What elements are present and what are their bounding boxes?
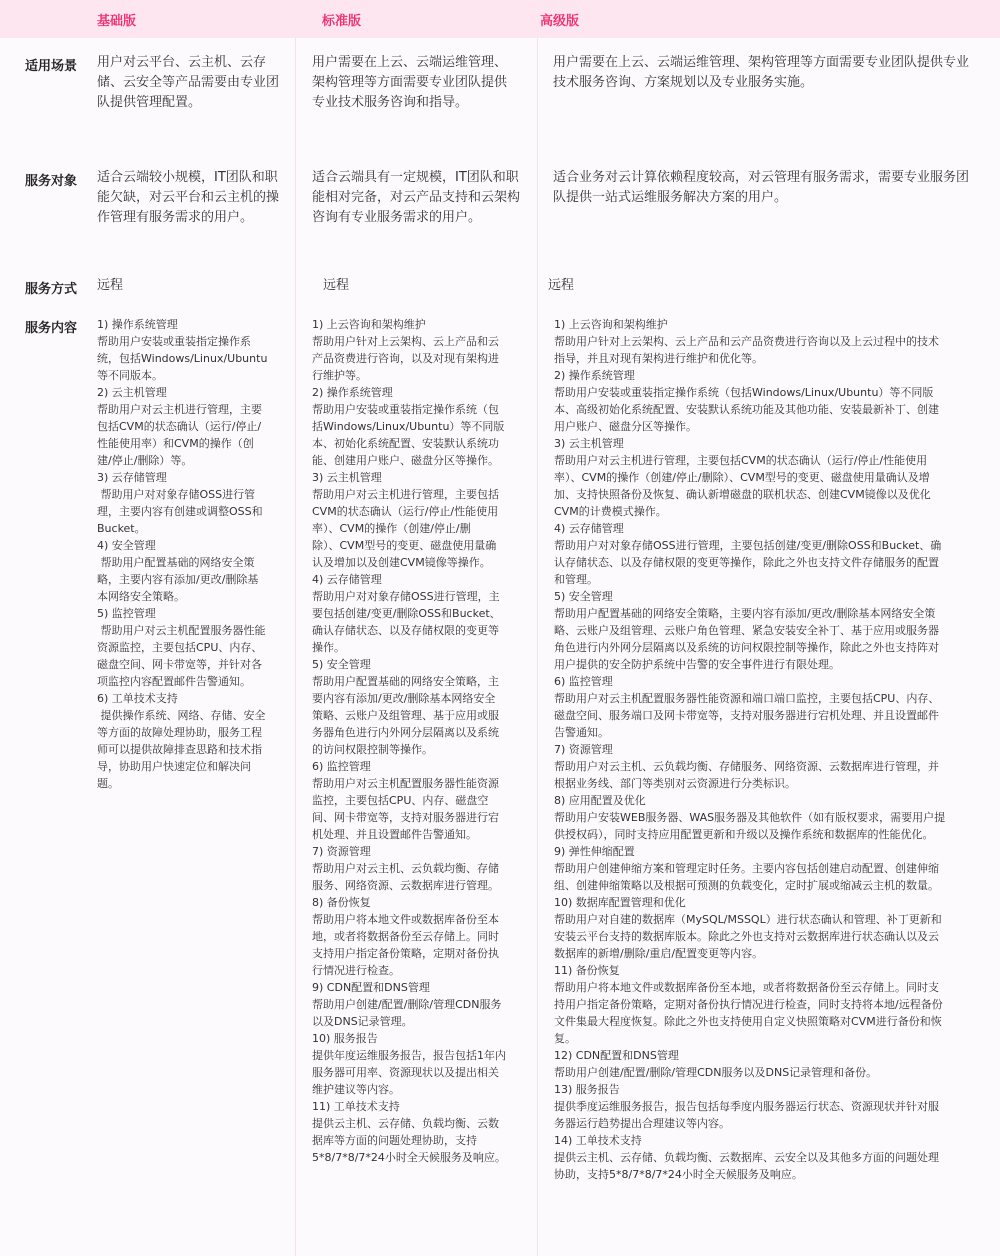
content-line: 师可以提供故障排查思路和技术指	[97, 743, 262, 756]
content-line: CVM的计费模式操作。	[554, 505, 667, 518]
cell-content-basic	[97, 316, 292, 792]
cell-method-advanced: 远程	[548, 278, 575, 293]
content-line: 1) 上云咨询和架构维护	[312, 318, 426, 331]
column-divider	[537, 38, 538, 1256]
row-label-content: 服务内容	[25, 321, 78, 336]
content-line: 10) 数据库配置管理和优化	[554, 896, 686, 909]
cell-scenario-standard: 用户需要在上云、云端运维管理、架构管理等方面需要专业团队提供专业技术服务咨询和指导。	[312, 55, 508, 110]
content-line: 帮助用户将本地文件或数据库备份至本	[312, 913, 499, 926]
content-line: 务器角色进行内外网分层隔离以及系统	[312, 726, 499, 739]
content-line: 除）、CVM型号的变更、磁盘使用量确	[312, 539, 497, 552]
cell-scenario-basic: 用户对云平台、云主机、云存储、云安全等产品需要由专业团队提供管理配置。	[97, 55, 280, 110]
content-line: 11) 工单技术支持	[312, 1100, 400, 1113]
content-line: 持用户指定备份策略，定期对备份执行情况进行检查，同时支持将本地/远程备份	[554, 998, 943, 1011]
content-line: 帮助用户对云主机、云负载均衡、存储服务、网络资源、云数据库进行管理，并	[554, 760, 939, 773]
content-line: 等不同版本。	[97, 369, 163, 382]
header-standard: 标准版	[322, 14, 362, 29]
content-line: 磁盘空间、网卡带宽等，并针对各	[97, 658, 262, 671]
content-line: 帮助用户对云主机进行管理，主要	[97, 403, 262, 416]
content-line: 认及增加以及创建CVM镜像等操作。	[312, 556, 491, 569]
content-line: 的访问权限控制等操作。	[312, 743, 433, 756]
cell-method-standard: 远程	[323, 278, 350, 293]
content-line: 帮助用户对云主机进行管理，主要包括CVM的状态确认（运行/停止/性能使用	[554, 454, 928, 467]
content-line: 行情况进行检查。	[312, 964, 400, 977]
content-line: 5) 监控管理	[97, 607, 156, 620]
content-line: 组、创建伸缩策略以及根据可预测的负载变化，定时扩展或缩减云主机的数量。	[554, 879, 939, 892]
content-line: 帮助用户安装或重装指定操作系统（包括Windows/Linux/Ubuntu）等不同版	[554, 386, 934, 399]
content-line: 角色进行内外网分层隔离以及系统的访问权限控制等操作，除此之外也支持阵对	[554, 641, 939, 654]
content-line: 地，或者将数据备份至云存储上。同时	[312, 930, 499, 943]
content-line: 率）、CVM的操作（创建/停止/删除）、CVM型号的变更、磁盘使用量确认及增	[554, 471, 930, 484]
cell-target-standard: 适合云端具有一定规模，IT团队和职能相对完备，对云产品支持和云架构咨询有专业服务需求的用户。	[312, 170, 521, 225]
content-line: 等方面的故障处理协助，服务工程	[97, 726, 262, 739]
content-line: 项监控内容配置邮件告警通知。	[97, 675, 251, 688]
content-line: 认存储状态、以及存储权限的变更等操作，除此之外也支持文件存储服务的配置	[554, 556, 939, 569]
content-line: 据库等方面的问题处理协助，支持	[312, 1134, 477, 1147]
content-line: 提供云主机、云存储、负载均衡、云数据库、云安全以及其他多方面的问题处理	[554, 1151, 939, 1164]
content-line: 磁盘空间、服务端口及网卡带宽等，支持对服务器进行宕机处理、并且设置邮件	[554, 709, 939, 722]
content-line: 要包括创建/变更/删除OSS和Bucket、	[312, 607, 501, 620]
content-line: 加、支持快照备份及恢复、确认新增磁盘的联机状态、创建CVM镜像以及优化	[554, 488, 931, 501]
content-line: 2) 云主机管理	[97, 386, 167, 399]
content-line: 协助，支持5*8/7*8/7*24小时全天候服务及响应。	[554, 1168, 803, 1181]
cell-content-standard	[312, 316, 534, 1166]
content-line: 率）、CVM的操作（创建/停止/删	[312, 522, 471, 535]
content-line: 2) 操作系统管理	[554, 369, 635, 382]
content-line: 5) 安全管理	[312, 658, 371, 671]
content-line: 供授权码），同时支持应用配置更新和升级以及操作系统和数据库的性能优化。	[554, 828, 934, 841]
content-line: 间、网卡带宽等，支持对服务器进行宕	[312, 811, 499, 824]
content-line: 帮助用户对对象存储OSS进行管	[97, 488, 256, 501]
content-line: 帮助用户对对象存储OSS进行管理，主	[312, 590, 500, 603]
content-line: 本、初始化系统配置、安装默认系统功	[312, 437, 499, 450]
content-line: 3) 云主机管理	[554, 437, 624, 450]
content-line: 指导，并且对现有架构进行维护和优化等。	[554, 352, 763, 365]
content-line: 理，主要内容有创建或调整OSS和	[97, 505, 263, 518]
content-line: 和管理。	[554, 573, 598, 586]
content-line: 提供操作系统、网络、存储、安全	[97, 709, 266, 722]
content-line: 11) 备份恢复	[554, 964, 620, 977]
content-line: 7) 资源管理	[554, 743, 613, 756]
content-line: CVM的状态确认（运行/停止/性能使用	[312, 505, 499, 518]
content-line: 支持用户指定备份策略，定期对备份执	[312, 947, 499, 960]
content-line: 5) 安全管理	[554, 590, 613, 603]
content-line: 确认存储状态、以及存储权限的变更等	[312, 624, 499, 637]
column-divider	[295, 38, 296, 1256]
cell-content-advanced	[554, 316, 994, 1183]
content-line: 产品资费进行咨询，以及对现有架构进	[312, 352, 499, 365]
content-line: 文件集最大程度恢复。除此之外也支持使用自定义快照策略对CVM进行备份和恢	[554, 1015, 942, 1028]
content-line: 帮助用户创建伸缩方案和管理定时任务。主要内容包括创建启动配置、创建伸缩	[554, 862, 939, 875]
content-line: 帮助用户针对上云架构、云上产品和云产品资费进行咨询以及上云过程中的技术	[554, 335, 939, 348]
content-line: 3) 云存储管理	[97, 471, 167, 484]
content-line: 10) 服务报告	[312, 1032, 378, 1045]
content-line: 本网络安全策略。	[97, 590, 185, 603]
content-line: 13) 服务报告	[554, 1083, 620, 1096]
content-line: 帮助用户对云主机配置服务器性能资源	[312, 777, 499, 790]
content-line: 帮助用户对对象存储OSS进行管理，主要包括创建/变更/删除OSS和Bucket、确	[554, 539, 942, 552]
content-line: 用户账户、磁盘分区等操作。	[554, 420, 697, 433]
content-line: 8) 应用配置及优化	[554, 794, 646, 807]
cell-target-basic: 适合云端较小规模，IT团队和职能欠缺，对云平台和云主机的操作管理有服务需求的用户。	[97, 170, 280, 225]
content-line: 1) 操作系统管理	[97, 318, 178, 331]
content-line: 根据业务线、部门等类别对云资源进行分类标识。	[554, 777, 796, 790]
content-line: 用户提供的安全防护系统中告警的安全事件进行有限处理。	[554, 658, 840, 671]
content-line: 6) 工单技术支持	[97, 692, 178, 705]
content-line: 帮助用户对云主机、云负载均衡、存储	[312, 862, 499, 875]
content-line: 5*8/7*8/7*24小时全天候服务及响应。	[312, 1151, 506, 1164]
cell-scenario-advanced: 用户需要在上云、云端运维管理、架构管理等方面需要专业团队提供专业技术服务咨询、方案规划以及专业服务实施。	[553, 55, 970, 90]
content-line: 14) 工单技术支持	[554, 1134, 642, 1147]
content-line: 略、云账户及组管理、云账户角色管理、紧急安装安全补丁、基于应用或服务器	[554, 624, 939, 637]
content-line: 括Windows/Linux/Ubuntu）等不同版	[312, 420, 505, 433]
content-line: 帮助用户配置基础的网络安全策略，主要内容有添加/更改/删除基本网络安全策	[554, 607, 936, 620]
content-line: 包括CVM的状态确认（运行/停止/	[97, 420, 262, 433]
content-line: 4) 云存储管理	[554, 522, 624, 535]
row-label-target: 服务对象	[25, 174, 78, 189]
content-line: 统，包括Windows/Linux/Ubuntu	[97, 352, 268, 365]
content-line: 提供季度运维服务报告，报告包括每季度内服务器运行状态、资源现状并针对服	[554, 1100, 939, 1113]
content-line: 服务、网络资源、云数据库进行管理。	[312, 879, 499, 892]
content-line: 机处理、并且设置邮件告警通知。	[312, 828, 477, 841]
table-header	[0, 0, 1000, 38]
content-line: 8) 备份恢复	[312, 896, 371, 909]
content-line: 4) 云存储管理	[312, 573, 382, 586]
content-line: 安装云平台支持的数据库版本。除此之外也支持对云数据库进行状态确认以及云	[554, 930, 939, 943]
content-line: 服务器可用率、资源现状以及提出相关	[312, 1066, 499, 1079]
content-line: 题。	[97, 777, 119, 790]
content-line: 操作。	[312, 641, 345, 654]
content-line: 9) CDN配置和DNS管理	[312, 981, 430, 994]
content-line: 复。	[554, 1032, 576, 1045]
content-line: Bucket。	[97, 522, 146, 535]
content-line: 资源监控，主要包括CPU、内存、	[97, 641, 263, 654]
content-line: 4) 安全管理	[97, 539, 156, 552]
row-label-scenario: 适用场景	[25, 59, 78, 74]
content-line: 帮助用户安装或重装指定操作系统（包	[312, 403, 499, 416]
content-line: 7) 资源管理	[312, 845, 371, 858]
content-line: 建/停止/删除）等。	[97, 454, 193, 467]
content-line: 略，主要内容有添加/更改/删除基	[97, 573, 259, 586]
content-line: 3) 云主机管理	[312, 471, 382, 484]
header-basic: 基础版	[97, 14, 137, 29]
content-line: 帮助用户配置基础的网络安全策略，主	[312, 675, 499, 688]
content-line: 性能使用率）和CVM的操作（创	[97, 437, 254, 450]
content-line: 帮助用户对云主机配置服务器性能	[97, 624, 266, 637]
content-line: 帮助用户对云主机配置服务器性能资源和端口端口监控，主要包括CPU、内存、	[554, 692, 940, 705]
content-line: 帮助用户安装WEB服务器、WAS服务器及其他软件（如有版权要求，需要用户提	[554, 811, 946, 824]
content-line: 行维护等。	[312, 369, 367, 382]
content-line: 能、创建用户账户、磁盘分区等操作。	[312, 454, 499, 467]
content-line: 监控，主要包括CPU、内存、磁盘空	[312, 794, 489, 807]
content-line: 以及DNS记录管理。	[312, 1015, 413, 1028]
header-advanced: 高级版	[540, 14, 580, 29]
content-line: 帮助用户对自建的数据库（MySQL/MSSQL）进行状态确认和管理、补丁更新和	[554, 913, 942, 926]
content-line: 帮助用户配置基础的网络安全策	[97, 556, 255, 569]
cell-method-basic: 远程	[97, 278, 124, 293]
content-line: 提供云主机、云存储、负载均衡、云数	[312, 1117, 499, 1130]
content-line: 12) CDN配置和DNS管理	[554, 1049, 679, 1062]
content-line: 2) 操作系统管理	[312, 386, 393, 399]
content-line: 告警通知。	[554, 726, 609, 739]
content-line: 数据库的新增/删除/重启/配置变更等内容。	[554, 947, 764, 960]
content-line: 帮助用户将本地文件或数据库备份至本地，或者将数据备份至云存储上。同时支	[554, 981, 939, 994]
row-label-method: 服务方式	[25, 282, 78, 297]
content-line: 帮助用户创建/配置/删除/管理CDN服务以及DNS记录管理和备份。	[554, 1066, 878, 1079]
content-line: 要内容有添加/更改/删除基本网络安全	[312, 692, 496, 705]
content-line: 帮助用户创建/配置/删除/管理CDN服务	[312, 998, 502, 1011]
content-line: 务器运行趋势提出合理建议等内容。	[554, 1117, 730, 1130]
content-line: 帮助用户对云主机进行管理，主要包括	[312, 488, 499, 501]
content-line: 帮助用户针对上云架构、云上产品和云	[312, 335, 499, 348]
content-line: 策略、云账户及组管理、基于应用或服	[312, 709, 499, 722]
content-line: 6) 监控管理	[312, 760, 371, 773]
content-line: 1) 上云咨询和架构维护	[554, 318, 668, 331]
content-line: 本、高级初始化系统配置、安装默认系统功能及其他功能、安装最新补丁、创建	[554, 403, 939, 416]
content-line: 导，协助用户快速定位和解决问	[97, 760, 251, 773]
cell-target-advanced: 适合业务对云计算依赖程度较高，对云管理有服务需求，需要专业服务团队提供一站式运维服务解决方案的用户。	[553, 170, 970, 205]
content-line: 帮助用户安装或重装指定操作系	[97, 335, 251, 348]
content-line: 提供年度运维服务报告，报告包括1年内	[312, 1049, 506, 1062]
content-line: 9) 弹性伸缩配置	[554, 845, 635, 858]
content-line: 6) 监控管理	[554, 675, 613, 688]
content-line: 维护建议等内容。	[312, 1083, 400, 1096]
